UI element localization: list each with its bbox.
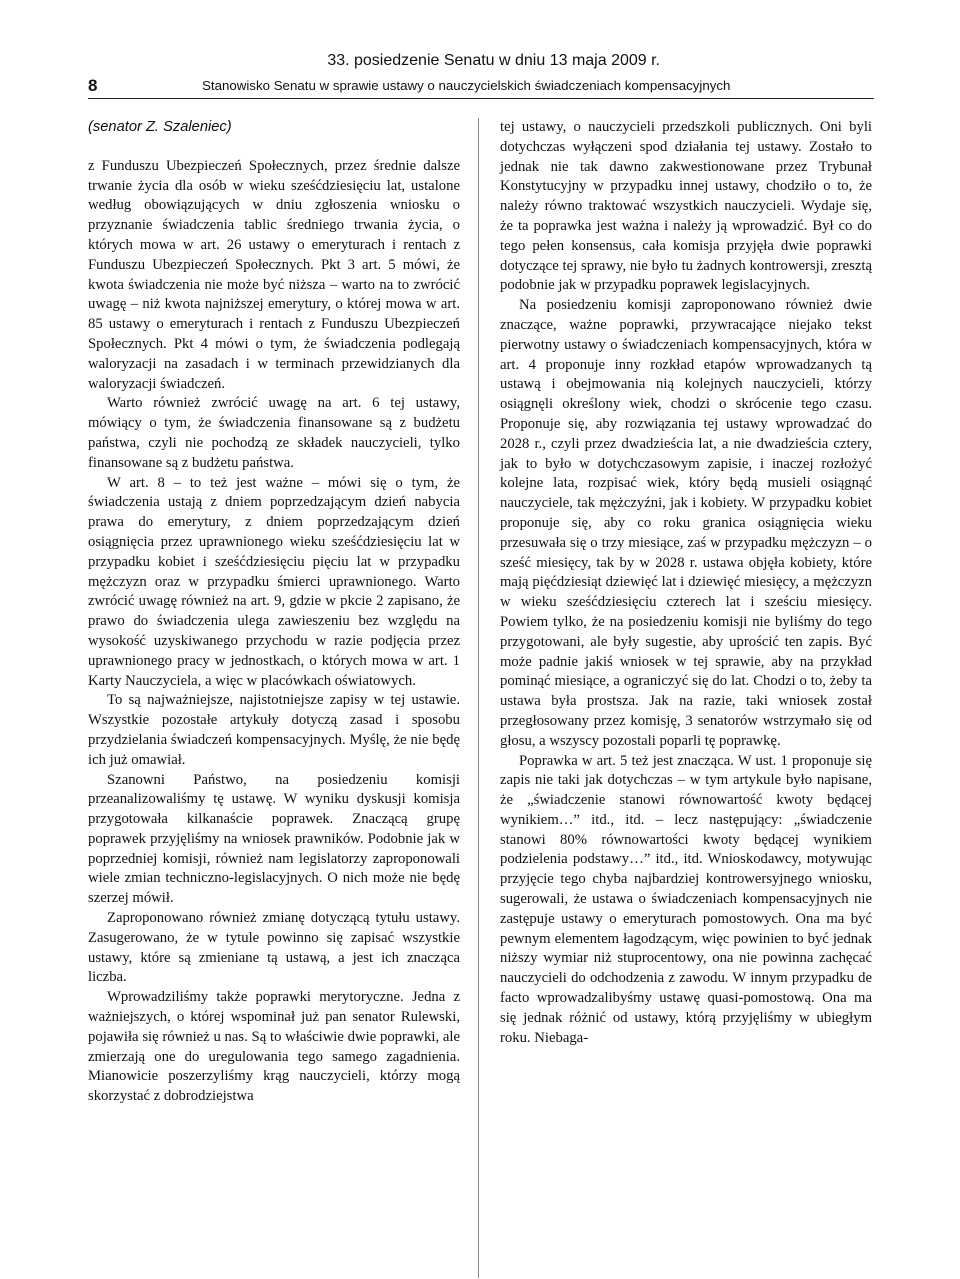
paragraph: To są najważniejsze, najistotniejsze zapisy w tej ustawie. Wszystkie pozostałe artykuły dotyczą zasad i sposobu przydzielania świadczeń kompensacyjnych. Myślę, że nie będę ich już omawiał. <box>88 692 460 768</box>
paragraph: Wprowadziliśmy także poprawki merytoryczne. Jedna z ważniejszych, o której wspominał już pan senator Rulewski, pojawiła się również u nas. Są to właściwie dwie poprawki, ale zmierzają one do uregulowania tego samego zagadnienia. Mianowicie poszerzyliśmy krąg nauczycieli, którzy mogą skorzystać z dobrodziejstwa <box>88 989 460 1105</box>
right-column <box>500 118 872 1048</box>
paragraph: Warto również zwrócić uwagę na art. 6 tej ustawy, mówiący o tym, że świadczenia finansowane są z budżetu państwa, czyli nie pochodzą ze składek nauczycieli, tylko finansowane są z budżetu państwa. <box>88 395 460 471</box>
paragraph: Na posiedzeniu komisji zaproponowano również dwie znaczące, ważne poprawki, przywracające niejako tekst pierwotny ustawy o świadczeniach kompensacyjnych, która w art. 4 proponuje inny rozkład etapów wprowadzanych tą ustawą i obejmowania nią kolejnych nauczycieli, którzy osiągnęli określony wiek, chodzi o skrócenie tego czasu. Proponuje się, aby rozwiązania tej ustawy wprowadzać do 2028 r., czyli przez dwadzieścia lat, a nie dwadzieścia cztery, jak to było w dotychczasowym zapisie, i inaczej rozłożyć kolejne lata, rozpisać wiek, który będą musieli osiągnąć nauczyciele, tak mężczyźni, jak i kobiety. W przypadku kobiet proponuje się, aby co roku granica osiągnięcia wieku przesuwała się o trzy miesiące, zaś w przypadku mężczyzn – o sześć miesięcy, tak by w 2028 r. ustawa objęła kobiety, które mają pięćdziesiąt dziewięć lat i dziewięć miesięcy, a mężczyzn w wieku sześćdziesięciu czterech lat i sześciu miesięcy. Powiem tylko, że na posiedzeniu komisji nie byliśmy do tego przygotowani, ale były sugestie, aby uprościć ten zapis. Być może padnie jakiś wniosek w tej sprawie, aby na przykład pominąć miesiące, a ograniczyć się do lat. Chodzi o to, żeby ta ustawa była prostsza. Jak na razie, taki wniosek został przegłosowany przez komisję, 3 senatorów wstrzymało się od głosu, a wszyscy pozostali poparli tę poprawkę. <box>500 297 872 749</box>
page-number: 8 <box>88 76 98 95</box>
column-divider <box>478 118 479 1278</box>
speaker-label: (senator Z. Szaleniec) <box>88 119 232 135</box>
session-subtitle: Stanowisko Senatu w sprawie ustawy o nauczycielskich świadczeniach kompensacyjnych <box>202 78 731 93</box>
session-title: 33. posiedzenie Senatu w dniu 13 maja 2009 r. <box>327 52 660 69</box>
page-header <box>88 52 874 99</box>
paragraph: Poprawka w art. 5 też jest znacząca. W ust. 1 proponuje się zapis nie taki jak dotychczas – w tym artykule było napisane, że „świadczenie stanowi równowartość kwoty będącej wynikiem…” itd., itd. – lecz następujący: „świadczenie stanowi 80% równowartości kwoty będącej wynikiem podzielenia podstawy…” itd., itd. Wnioskodawcy, motywując przyjęcie tego chyba najbardziej kontrowersyjnego wniosku, sugerowali, że ustawa o świadczeniach kompensacyjnych nie zastępuje ustawy o emeryturach pomostowych. Ona ma być pewnym elementem łagodzącym, więc powinien to być jednak niższy wymiar niż stuprocentowy, ona nie powinna zachęcać nauczycieli do odchodzenia z zawodu. W innym przypadku de facto wprowadzalibyśmy ustawę quasi-pomostową. Ona ma się jednak różnić od ustawy, którą przyjęliśmy w ubiegłym roku. Niebaga- <box>500 752 872 1046</box>
paragraph: Szanowni Państwo, na posiedzeniu komisji przeanalizowaliśmy tę ustawę. W wyniku dyskusji komisja przygotowała kilkanaście poprawek. Znaczącą grupę poprawek przyjęliśmy na wniosek prawników. Podobnie jak w poprzedniej komisji, również nam legislatorzy zaproponowali wiele zmian techniczno-legislacyjnych. O nich może nie będę szerzej mówił. <box>88 771 460 907</box>
paragraph: z Funduszu Ubezpieczeń Społecznych, przez średnie dalsze trwanie życia dla osób w wieku sześćdziesięciu lat, ustalone według obowiązujących w dniu zgłoszenia wniosku o przyznanie świadczenia tablic średniego trwania życia, o których mowa w art. 26 ustawy o emeryturach i rentach z Funduszu Ubezpieczeń Społecznych. Pkt 3 art. 5 mówi, że kwota świadczenia nie może być niższa – warto na to zwrócić uwagę – niż kwota najniższej emerytury, o której mowa w art. 85 ustawy o emeryturach i rentach z Funduszu Ubezpieczeń Społecznych. Pkt 4 mówi o tym, że świadczenia podlegają waloryzacji na zasadach i w terminach przewidzianych dla waloryzacji świadczeń. <box>88 157 460 392</box>
paragraph: Zaproponowano również zmianę dotyczącą tytułu ustawy. Zasugerowano, że w tytule powinno się zapisać wszystkie ustawy, które są zmieniane tą ustawą, a jest ich znacząca liczba. <box>88 910 460 986</box>
paragraph: tej ustawy, o nauczycieli przedszkoli publicznych. Oni byli dotychczas wyłączeni spod działania tej ustawy. Zostało to jednak nie tak dawno zakwestionowane przez Trybunał Konstytucyjny w przypadku innej ustawy, chodziło o to, że należy równo traktować wszystkich nauczycieli. Wydaje się, że ta poprawka jest ważna i należy ją wprowadzić. Był co do tego pełen konsensus, cała komisja przyjęła dwie poprawki dotyczące tej sprawy, nie było tu żadnych kontrowersji, zresztą podobnie jak w przypadku poprawek legislacyjnych. <box>500 119 872 294</box>
paragraph: W art. 8 – to też jest ważne – mówi się o tym, że świadczenia ustają z dniem poprzedzającym dzień nabycia prawa do emerytury, z dniem poprzedzającym dzień osiągnięcia przez uprawnionego wieku sześćdziesięciu lat w przypadku kobiet i sześćdziesięciu pięciu lat w przypadku mężczyzn oraz w przypadku śmierci uprawnionego. Warto zwrócić uwagę również na art. 9, gdzie w pkcie 2 zapisano, że prawo do świadczenia ulega zawieszeniu bez względu na wysokość uzyskiwanego przychodu w razie podjęcia przez uprawnionego pracy w jednostkach, o których mowa w art. 1 Karty Nauczyciela, a więc w placówkach oświatowych. <box>88 474 460 689</box>
left-column <box>88 118 460 1107</box>
